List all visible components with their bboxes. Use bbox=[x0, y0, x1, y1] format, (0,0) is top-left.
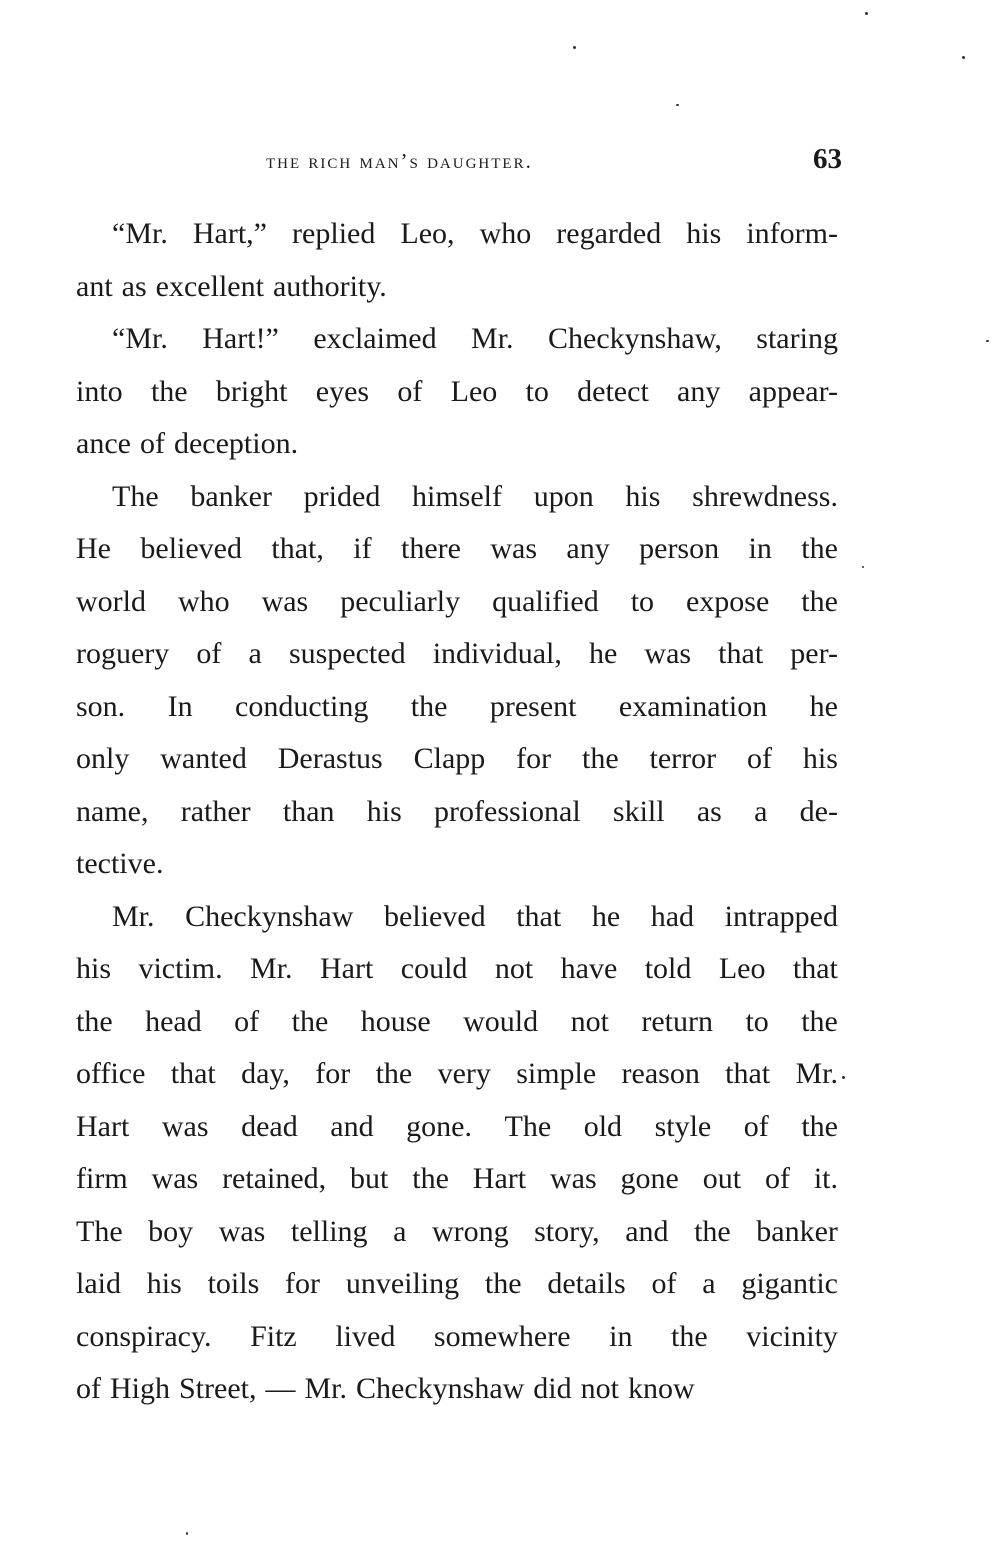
scan-speck bbox=[842, 1076, 845, 1079]
text-line: office that day, for the very simple reason that Mr. bbox=[76, 1057, 838, 1090]
text-line: the head of the house would not return to the bbox=[76, 1004, 838, 1038]
text-line: The boy was telling a wrong story, and the banker bbox=[76, 1214, 838, 1248]
scan-speck bbox=[962, 56, 965, 59]
text-line: ance of deception. bbox=[76, 427, 299, 460]
running-head bbox=[76, 143, 842, 183]
text-line: roguery of a suspected individual, he was that per- bbox=[76, 637, 838, 670]
text-line: into the bright eyes of Leo to detect any appear- bbox=[76, 374, 838, 408]
text-line: world who was peculiarly qualified to expose the bbox=[76, 584, 838, 618]
paragraph bbox=[76, 313, 838, 471]
text-line: only wanted Derastus Clapp for the terror of his bbox=[76, 742, 838, 775]
text-line: conspiracy. Fitz lived somewhere in the vicinity bbox=[76, 1319, 838, 1353]
text-line: ant as excellent authority. bbox=[76, 269, 387, 303]
scan-speck bbox=[986, 340, 989, 342]
scan-speck bbox=[865, 12, 868, 15]
scan-speck bbox=[573, 46, 576, 49]
paragraph bbox=[76, 891, 838, 1416]
text-line: He believed that, if there was any person in the bbox=[76, 532, 838, 565]
text-line: tective. bbox=[76, 847, 164, 880]
running-title: the rich man’s daughter. bbox=[266, 149, 533, 173]
body-text bbox=[76, 208, 838, 1416]
text-line: laid his toils for unveiling the details of a gigantic bbox=[76, 1267, 838, 1300]
text-line: firm was retained, but the Hart was gone out of it. bbox=[76, 1162, 838, 1195]
scan-speck bbox=[676, 104, 679, 106]
text-line: Mr. Checkynshaw believed that he had intrapped bbox=[112, 899, 838, 933]
text-line: The banker prided himself upon his shrewdness. bbox=[112, 479, 838, 513]
text-line: son. In conducting the present examination he bbox=[76, 689, 838, 723]
scan-speck bbox=[862, 566, 864, 568]
text-line: of High Street, — Mr. Checkynshaw did not know bbox=[76, 1372, 695, 1405]
scan-speck bbox=[186, 1532, 188, 1535]
text-line: name, rather than his professional skill as a de- bbox=[76, 794, 838, 828]
text-line: his victim. Mr. Hart could not have told Leo that bbox=[76, 952, 838, 985]
text-line: “Mr. Hart!” exclaimed Mr. Checkynshaw, staring bbox=[112, 322, 838, 355]
text-line: “Mr. Hart,” replied Leo, who regarded his inform- bbox=[112, 217, 838, 250]
text-line: Hart was dead and gone. The old style of the bbox=[76, 1109, 838, 1143]
paragraph bbox=[76, 471, 838, 891]
paragraph bbox=[76, 208, 838, 313]
page-number: 63 bbox=[813, 143, 842, 175]
